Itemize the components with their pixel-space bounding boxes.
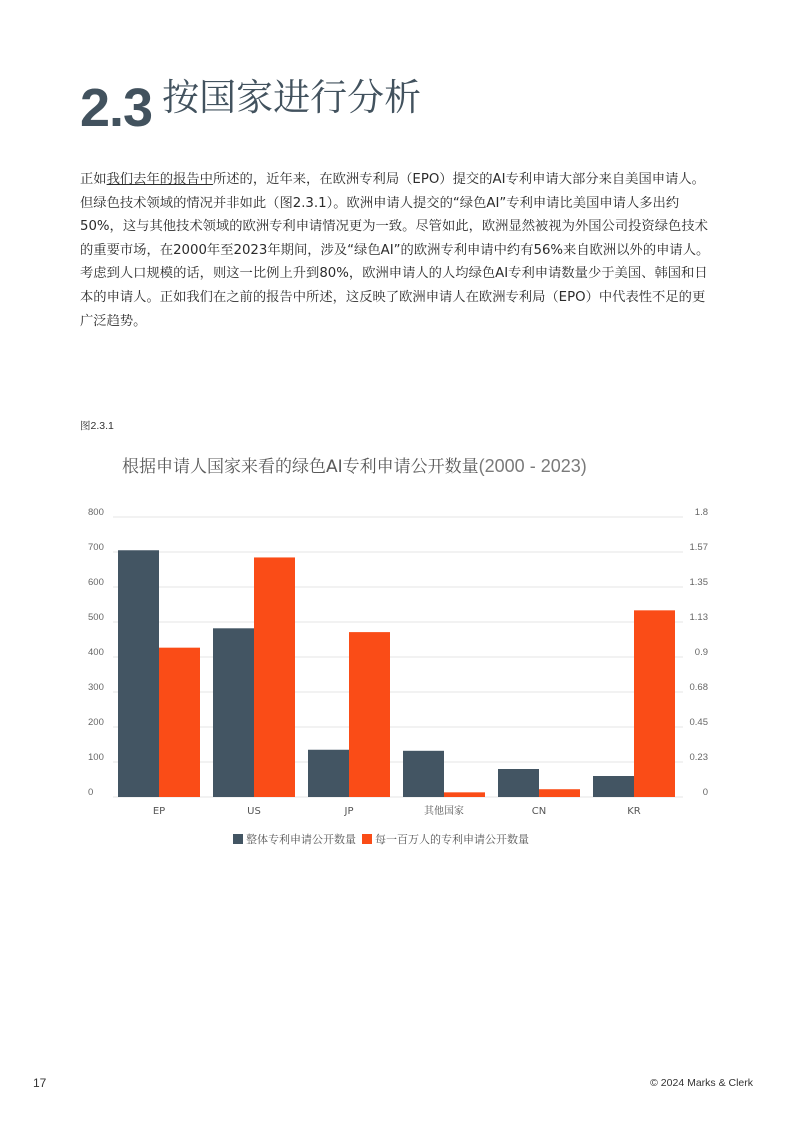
body-paragraph (80, 168, 716, 333)
legend-label: 每一百万人的专利申请公开数量 (375, 833, 529, 846)
y-left-tick-label: 300 (88, 682, 104, 693)
y-left-tick-label: 600 (88, 577, 104, 588)
bar (213, 628, 254, 797)
page-number: 17 (33, 1076, 47, 1090)
y-left-tick-label: 800 (88, 507, 104, 518)
bar (444, 792, 485, 797)
y-left-tick-label: 200 (88, 717, 104, 728)
y-left-tick-label: 400 (88, 647, 104, 658)
y-right-tick-label: 1.13 (689, 612, 708, 623)
legend-label: 整体专利申请公开数量 (246, 833, 356, 846)
bar (308, 750, 349, 797)
bar-chart (0, 495, 794, 860)
x-tick-label: US (247, 806, 261, 817)
x-tick-label: KR (627, 806, 641, 817)
chart-title (122, 452, 587, 477)
body-post-link: 所述的，近年来，在欧洲专利局（EPO）提交的AI专利申请大部分来自美国申请人。但绿色技术领域的情况并非如此（图2.3.1）。欧洲申请人提交的“绿色AI”专利申请比美国申请人多出约50%，这与其他技术领域的欧洲专利申请情况更为一致。尽管如此，欧洲显然被视为外国公司投资绿色技术的重要市场，在2000年至2023年期间，涉及“绿色AI”的欧洲专利申请中约有56%来自欧洲以外的申请人。考虑到人口规模的话，则这一比例上升到80%，欧洲申请人的人均绿色AI专利申请数量少于美国、韩国和日本的申请人。正如我们在之前的报告中所述，这反映了欧洲申请人在欧洲专利局（EPO）中代表性不足的更广泛趋势。 (80, 172, 710, 329)
x-tick-label: 其他国家 (424, 806, 464, 817)
bar (403, 751, 444, 797)
bar (539, 789, 580, 797)
x-tick-label: JP (344, 806, 354, 817)
chart-title-text: 根据申请人国家来看的绿色AI专利申请公开数量 (122, 457, 479, 477)
chart-title-years: (2000 - 2023) (478, 456, 587, 476)
y-right-tick-label: 0.45 (689, 717, 708, 728)
y-right-tick-label: 0.9 (694, 647, 708, 658)
y-left-tick-label: 700 (88, 542, 104, 553)
y-left-tick-label: 0 (88, 787, 94, 798)
bar (593, 776, 634, 797)
y-right-tick-label: 1.8 (694, 507, 708, 518)
section-heading (80, 78, 421, 138)
bar (118, 550, 159, 797)
section-number: 2.3 (80, 78, 153, 138)
y-right-tick-label: 0.68 (689, 682, 708, 693)
bar (634, 610, 675, 797)
y-left-tick-label: 100 (88, 752, 104, 763)
figure-label: 图2.3.1 (80, 420, 114, 432)
x-tick-label: CN (531, 806, 547, 817)
bar (159, 648, 200, 797)
bar (349, 632, 390, 797)
bar (254, 557, 295, 797)
y-right-tick-label: 1.35 (689, 577, 708, 588)
bar (498, 769, 539, 797)
y-right-tick-label: 0.23 (689, 752, 708, 763)
report-link[interactable]: 我们去年的报告中 (106, 172, 213, 187)
section-title: 按国家进行分析 (162, 76, 422, 119)
legend-swatch (233, 834, 243, 844)
legend-swatch (362, 834, 372, 844)
x-tick-label: EP (152, 806, 166, 817)
copyright: © 2024 Marks & Clerk (650, 1077, 753, 1089)
y-left-tick-label: 500 (88, 612, 104, 623)
y-right-tick-label: 1.57 (689, 542, 708, 553)
y-right-tick-label: 0 (702, 787, 708, 798)
body-pre-link: 正如 (80, 172, 107, 187)
